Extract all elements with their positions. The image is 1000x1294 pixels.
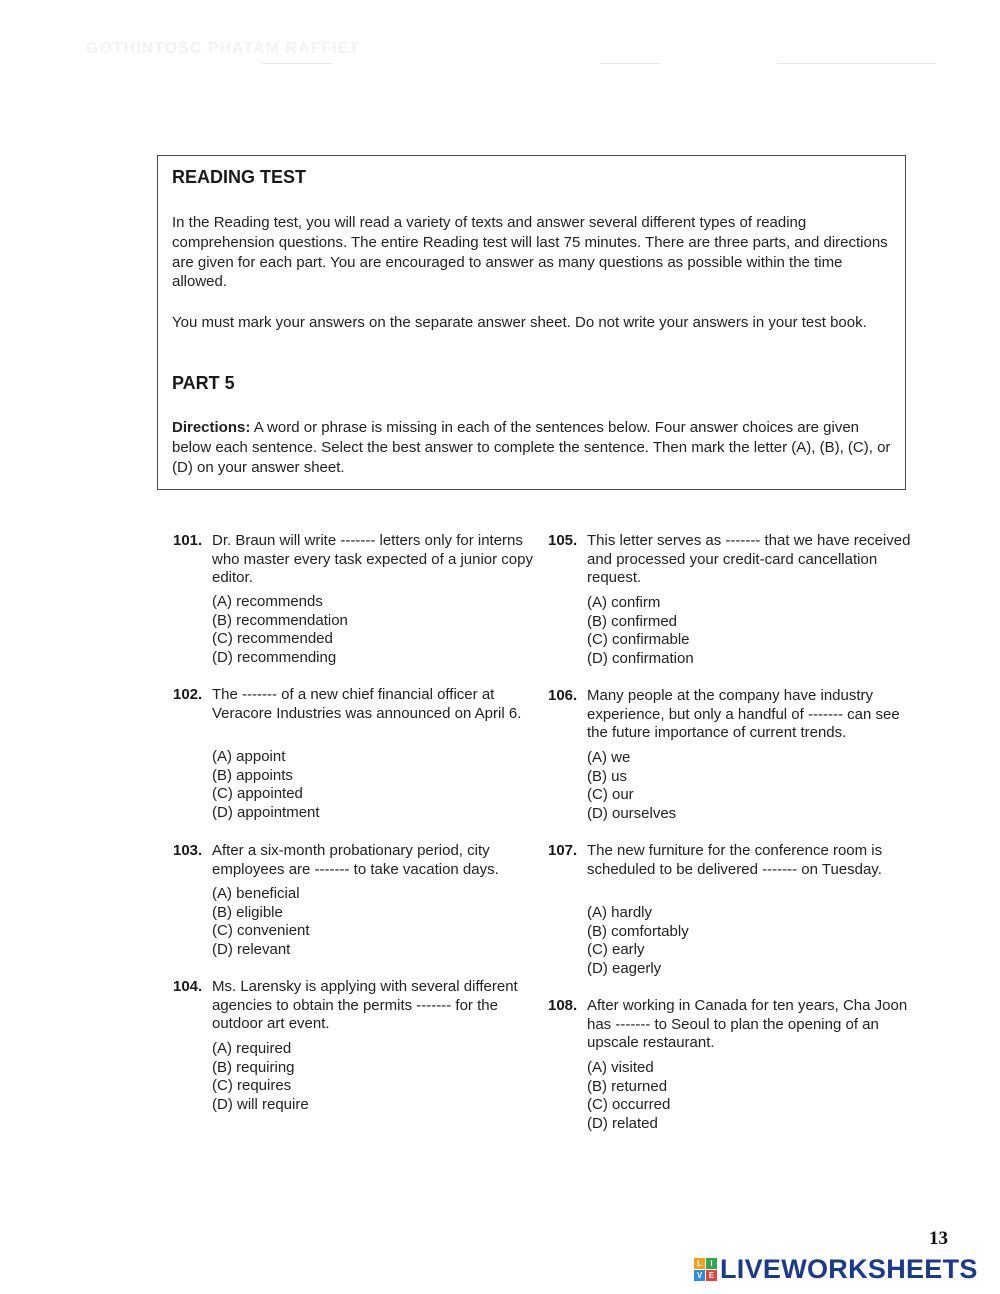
- answer-option[interactable]: (D) confirmation: [587, 649, 694, 667]
- question-stem: After working in Canada for ten years, Cha Joon has ------- to Seoul to plan the opening of an upscale restaurant.: [587, 997, 908, 1051]
- answer-option[interactable]: (C) requires: [212, 1077, 292, 1094]
- question-number: 102.: [173, 686, 203, 703]
- directions-text: A word or phrase is missing in each of the sentences below. Four answer choices are given below each sentence. Select the best answer to complete the sentence. Then mark the letter (A), (B), (C), or (D) on your answer sheet.: [172, 419, 891, 476]
- answer-options: [212, 748, 320, 822]
- question-number: 103.: [173, 842, 203, 859]
- answer-option[interactable]: (A) visited: [587, 1059, 654, 1076]
- answer-option[interactable]: (B) appoints: [212, 766, 293, 784]
- question-stem: Many people at the company have industry experience, but only a handful of ------- can see the future importance of current trends.: [587, 687, 900, 741]
- logo-text: LIVEWORKSHEETS: [720, 1254, 978, 1284]
- part-directions: [172, 418, 898, 477]
- logo-letter: E: [706, 1270, 717, 1281]
- answer-options: [587, 904, 689, 978]
- question-stem: Dr. Braun will write ------- letters only for interns who master every task expected of a junior copy editor.: [212, 532, 533, 586]
- answer-option[interactable]: (B) us: [587, 767, 628, 785]
- answer-option[interactable]: (B) recommendation: [212, 611, 348, 629]
- answer-option[interactable]: (C) convenient: [212, 922, 310, 939]
- question-number: 101.: [173, 532, 203, 549]
- answer-option[interactable]: (D) relevant: [212, 940, 291, 958]
- question-stem: The new furniture for the conference room is scheduled to be delivered ------- on Tuesday.: [587, 842, 883, 878]
- answer-option[interactable]: (C) our: [587, 786, 634, 803]
- answer-options: [587, 594, 694, 668]
- answer-option[interactable]: (A) confirm: [587, 594, 661, 611]
- logo-mark-icon: [694, 1258, 717, 1281]
- answer-option[interactable]: (D) will require: [212, 1095, 309, 1113]
- answer-option[interactable]: (B) confirmed: [587, 612, 678, 630]
- answer-options: [587, 749, 676, 823]
- answer-option[interactable]: (B) comfortably: [587, 922, 689, 940]
- answer-options: [212, 1040, 309, 1114]
- question-stem: This letter serves as ------- that we have received and processed your credit-card cancellation request.: [587, 532, 911, 586]
- answer-option[interactable]: (A) appoint: [212, 748, 286, 765]
- answer-option[interactable]: (C) appointed: [212, 785, 303, 802]
- liveworksheets-logo[interactable]: [694, 1254, 978, 1284]
- answer-option[interactable]: (B) returned: [587, 1077, 668, 1095]
- answer-option[interactable]: (A) hardly: [587, 904, 653, 921]
- answer-option[interactable]: (D) recommending: [212, 648, 337, 666]
- faint-rule: [778, 63, 936, 64]
- question-stem: Ms. Larensky is applying with several different agencies to obtain the permits ------- for the outdoor art event.: [212, 978, 518, 1032]
- question-number: 104.: [173, 978, 203, 995]
- faint-rule: [600, 63, 660, 64]
- logo-letter: I: [706, 1258, 717, 1269]
- answer-options: [212, 593, 348, 667]
- answer-option[interactable]: (D) eagerly: [587, 959, 662, 977]
- answer-option[interactable]: (A) recommends: [212, 593, 323, 610]
- reading-test-intro: In the Reading test, you will read a variety of texts and answer several different types of reading comprehension questions. The entire Reading test will last 75 minutes. There are three parts, and directions are given for each part. You are encouraged to answer as many questions as possible within the time allowed.: [172, 214, 888, 291]
- logo-letter: L: [694, 1258, 705, 1269]
- question-number: 105.: [548, 532, 578, 549]
- answer-option[interactable]: (C) confirmable: [587, 631, 690, 648]
- question-number: 108.: [548, 997, 578, 1014]
- reading-test-title: READING TEST: [172, 167, 307, 187]
- question-stem: The ------- of a new chief financial officer at Veracore Industries was announced on April 6.: [212, 686, 522, 722]
- answer-option[interactable]: (D) appointment: [212, 803, 320, 821]
- part-title: PART 5: [172, 373, 235, 393]
- answer-option[interactable]: (A) beneficial: [212, 885, 300, 902]
- question-number: 106.: [548, 687, 578, 704]
- answer-option[interactable]: (A) we: [587, 749, 631, 766]
- answer-options: [587, 1059, 670, 1133]
- question-stem: After a six-month probationary period, city employees are ------- to take vacation days.: [212, 842, 499, 878]
- answer-option[interactable]: (A) required: [212, 1040, 292, 1057]
- answer-option[interactable]: (C) early: [587, 941, 645, 958]
- answer-option[interactable]: (C) recommended: [212, 630, 333, 647]
- logo-letter: V: [694, 1270, 705, 1281]
- directions-label: Directions:: [172, 419, 251, 436]
- answer-sheet-note: You must mark your answers on the separate answer sheet. Do not write your answers in your test book.: [172, 314, 867, 331]
- answer-option[interactable]: (B) eligible: [212, 903, 283, 921]
- answer-option[interactable]: (C) occurred: [587, 1096, 671, 1113]
- answer-option[interactable]: (B) requiring: [212, 1058, 295, 1076]
- answer-option[interactable]: (D) ourselves: [587, 804, 677, 822]
- answer-option[interactable]: (D) related: [587, 1114, 658, 1132]
- page-number: 13: [929, 1228, 948, 1249]
- question-number: 107.: [548, 842, 578, 859]
- faint-rule: [262, 63, 332, 64]
- faint-page-header: GOTHINTOSC PHATAM RAFFIET: [86, 40, 360, 57]
- answer-options: [212, 885, 310, 959]
